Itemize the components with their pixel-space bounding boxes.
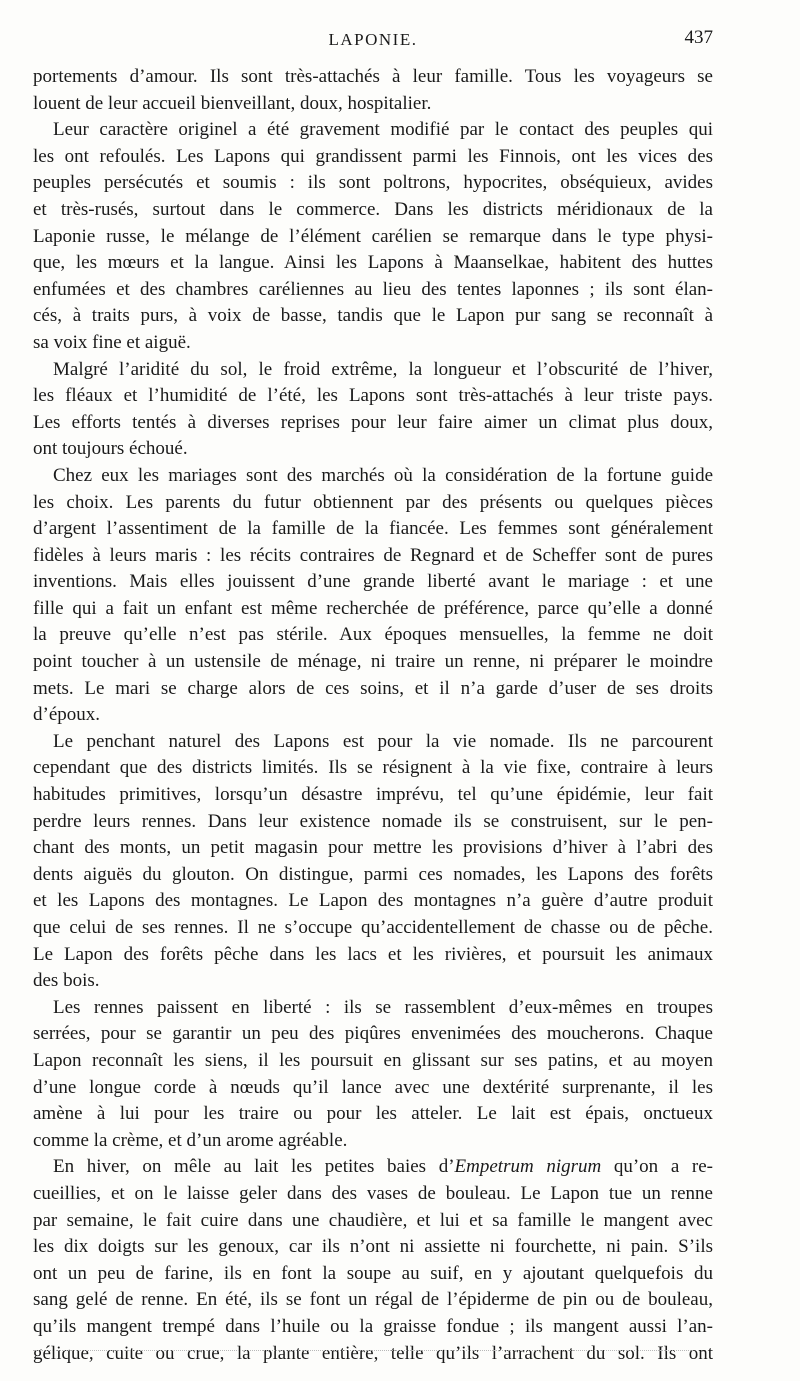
text-line: sa voix fine et aiguë. — [33, 331, 191, 353]
text-line: des bois. — [33, 970, 100, 992]
text-line: Leur caractère originel a été gravement modifié par le contact des peuples qui — [53, 119, 713, 141]
text-line: Chez eux les mariages sont des marchés où la considération de la fortune guide — [53, 464, 713, 486]
text-line: enfumées et des chambres caréliennes au lieu des tentes laponnes ; ils sont élan- — [33, 278, 713, 300]
text-line: portements d’amour. Ils sont très-attachés à leur famille. Tous les voyageurs se — [33, 66, 713, 87]
text-line: d’argent l’assentiment de la famille de la fiancée. Les femmes sont généralement — [33, 518, 713, 540]
text-line: par semaine, le fait cuire dans une chaudière, et lui et sa famille le mangent avec — [33, 1209, 713, 1231]
text-line: Le penchant naturel des Lapons est pour la vie nomade. Ils ne parcourent — [53, 730, 713, 752]
footer-rule — [33, 1350, 693, 1351]
text-line: que celui de ses rennes. Il ne s’occupe qu’accidentellement de chasse ou de pêche. — [33, 917, 713, 938]
text-line: fille qui a fait un enfant est même recherchée de préférence, parce qu’elle a donné — [33, 597, 713, 619]
text-line: Lapon reconnaît les siens, il les poursuit en glissant sur ses patins, et au moyen — [33, 1049, 713, 1071]
text-line: ont toujours échoué. — [33, 438, 188, 460]
text-line: les fléaux et l’humidité de l’été, les Lapons sont très-attachés à leur triste pays. — [33, 385, 713, 407]
running-head — [33, 27, 713, 56]
text-line: mets. Le mari se charge alors de ces soins, et il n’a garde d’user de ses droits — [33, 677, 713, 699]
text-line: perdre leurs rennes. Dans leur existence nomade ils se construisent, sur le pen- — [33, 810, 713, 832]
text-line: sang gelé de renne. En été, ils se font un régal de l’épiderme de pin ou de bouleau, — [33, 1289, 713, 1311]
text-segment: qu’on a re- — [601, 1156, 713, 1178]
text-line: d’époux. — [33, 704, 101, 726]
text-line: ont un peu de farine, ils en font la soupe au suif, en y ajoutant quelquefois du — [33, 1262, 713, 1284]
text-line: et les Lapons des montagnes. Le Lapon des montagnes n’a guère d’autre produit — [33, 890, 713, 912]
text-line: amène à lui pour les traire ou pour les atteler. Le lait est épais, onctueux — [33, 1103, 713, 1125]
text-line — [33, 1154, 713, 1181]
text-line: Malgré l’aridité du sol, le froid extrême, la longueur et l’obscurité de l’hiver, — [53, 358, 713, 380]
text-line: que, les mœurs et la langue. Ainsi les Lapons à Maanselkae, habitent des huttes — [33, 252, 713, 274]
text-line: point toucher à un ustensile de ménage, ni traire un renne, ni préparer le moindre — [33, 651, 713, 673]
text-line: inventions. Mais elles jouissent d’une grande liberté avant le mariage : et une — [33, 571, 713, 593]
text-line: Laponie russe, le mélange de l’élément carélien se remarque dans le type physi- — [33, 225, 713, 247]
text-line: les choix. Les parents du futur obtiennent par des présents ou quelques pièces — [33, 491, 713, 513]
text-line: chant des monts, un petit magasin pour mettre les provisions d’hiver à l’abri des — [33, 837, 713, 859]
text-line: Le Lapon des forêts pêche dans les lacs et les rivières, et poursuit les animaux — [33, 943, 713, 965]
text-line: habitudes primitives, lorsqu’un désastre imprévu, tel qu’une épidémie, leur fait — [33, 784, 713, 806]
text-line: serrées, pour se garantir un peu des piqûres envenimées des moucherons. Chaque — [33, 1023, 713, 1045]
text-line: dents aiguës du glouton. On distingue, parmi ces nomades, les Lapons des forêts — [33, 863, 713, 885]
text-segment: En hiver, on mêle au lait les petites baies d’ — [53, 1156, 455, 1178]
page-number: 437 — [684, 27, 713, 48]
running-title: LAPONIE. — [328, 30, 418, 49]
body-text — [33, 64, 713, 1367]
text-line: les ont refoulés. Les Lapons qui grandissent parmi les Finnois, ont les vices des — [33, 145, 713, 167]
text-line: cependant que des districts limités. Ils se résignent à la vie fixe, contraire à leurs — [33, 757, 713, 779]
text-line: qu’ils mangent trempé dans l’huile ou la graisse fondue ; ils mangent aussi l’an- — [33, 1315, 713, 1337]
text-line: fidèles à leurs maris : les récits contraires de Regnard et de Scheffer sont de pures — [33, 544, 713, 566]
text-line: la preuve qu’elle n’est pas stérile. Aux époques mensuelles, la femme ne doit — [33, 624, 713, 646]
text-line: Les rennes paissent en liberté : ils se rassemblent d’eux-mêmes en troupes — [53, 996, 713, 1018]
italic-species-name: Empetrum nigrum — [454, 1156, 602, 1178]
text-line: Les efforts tentés à diverses reprises pour leur faire aimer un climat plus doux, — [33, 411, 713, 433]
text-line: et très-rusés, surtout dans le commerce. Dans les districts méridionaux de la — [33, 198, 713, 220]
text-line: cueillies, et on le laisse geler dans des vases de bouleau. Le Lapon tue un renne — [33, 1182, 713, 1204]
text-line: les dix doigts sur les genoux, car ils n’ont ni assiette ni fourchette, ni pain. S’ils — [33, 1236, 713, 1258]
text-line: gélique, cuite ou crue, la plante entière, telle qu’ils l’arrachent du sol. Ils ont — [33, 1342, 713, 1364]
text-line: peuples persécutés et soumis : ils sont poltrons, hypocrites, obséquieux, avides — [33, 172, 713, 194]
text-line: comme la crème, et d’un arome agréable. — [33, 1129, 348, 1151]
text-line: cés, à traits purs, à voix de basse, tandis que le Lapon pur sang se reconnaît à — [33, 305, 713, 327]
text-line: d’une longue corde à nœuds qu’il lance avec une dextérité surprenante, il les — [33, 1076, 713, 1098]
text-line: louent de leur accueil bienveillant, doux, hospitalier. — [33, 92, 432, 114]
